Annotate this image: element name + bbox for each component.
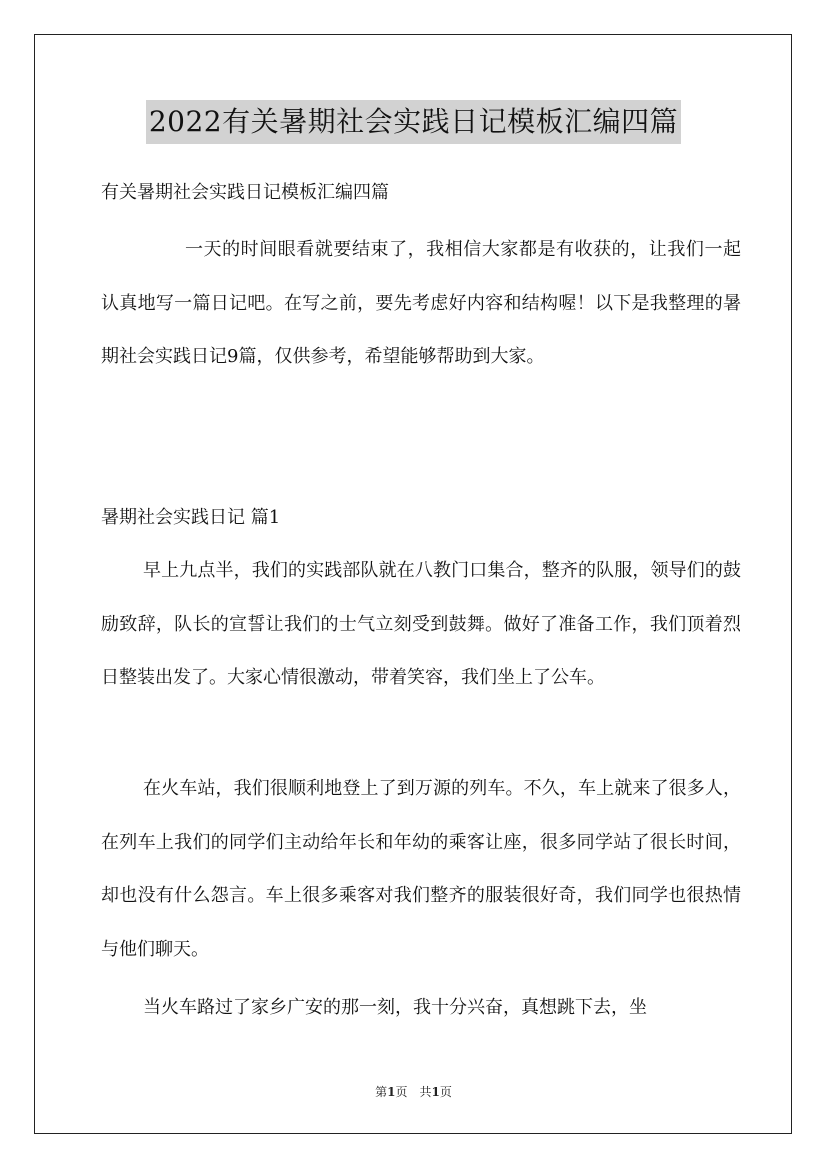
title-container [0,100,827,144]
body-paragraph-2: 在火车站，我们很顺利地登上了到万源的列车。不久，车上就来了很多人，在列车上我们的同学们主动给年长和年幼的乘客让座，很多同学站了很长时间，却也没有什么怨言。车上很多乘客对我们整齐的服装很好奇，我们同学也很热情与他们聊天。 [101,778,741,960]
section-heading: 暑期社会实践日记 篇1 [101,507,281,528]
footer-current-page: 1 [387,1085,396,1099]
intro-paragraph: 一天的时间眼看就要结束了，我相信大家都是有收获的，让我们一起认真地写一篇日记吧。在写之前，要先考虑好内容和结构喔！以下是我整理的暑期社会实践日记9篇，仅供参考，希望能够帮助到大家。 [101,239,741,367]
footer-prefix: 第 [375,1085,388,1099]
footer-total-pages: 1 [431,1085,440,1099]
page-footer [0,1082,827,1102]
footer-middle: 页 共 [395,1085,432,1099]
footer-suffix: 页 [439,1085,452,1099]
document-subtitle: 有关暑期社会实践日记模板汇编四篇 [101,182,389,203]
body-paragraph-3: 当火车路过了家乡广安的那一刻，我十分兴奋，真想跳下去，坐 [143,997,647,1018]
document-title: 2022有关暑期社会实践日记模板汇编四篇 [146,100,681,144]
body-paragraph-1: 早上九点半，我们的实践部队就在八教门口集合，整齐的队服，领导们的鼓励致辞，队长的宣誓让我们的士气立刻受到鼓舞。做好了准备工作，我们顶着烈日整装出发了。大家心情很激动，带着笑容，我们坐上了公车。 [101,560,741,688]
